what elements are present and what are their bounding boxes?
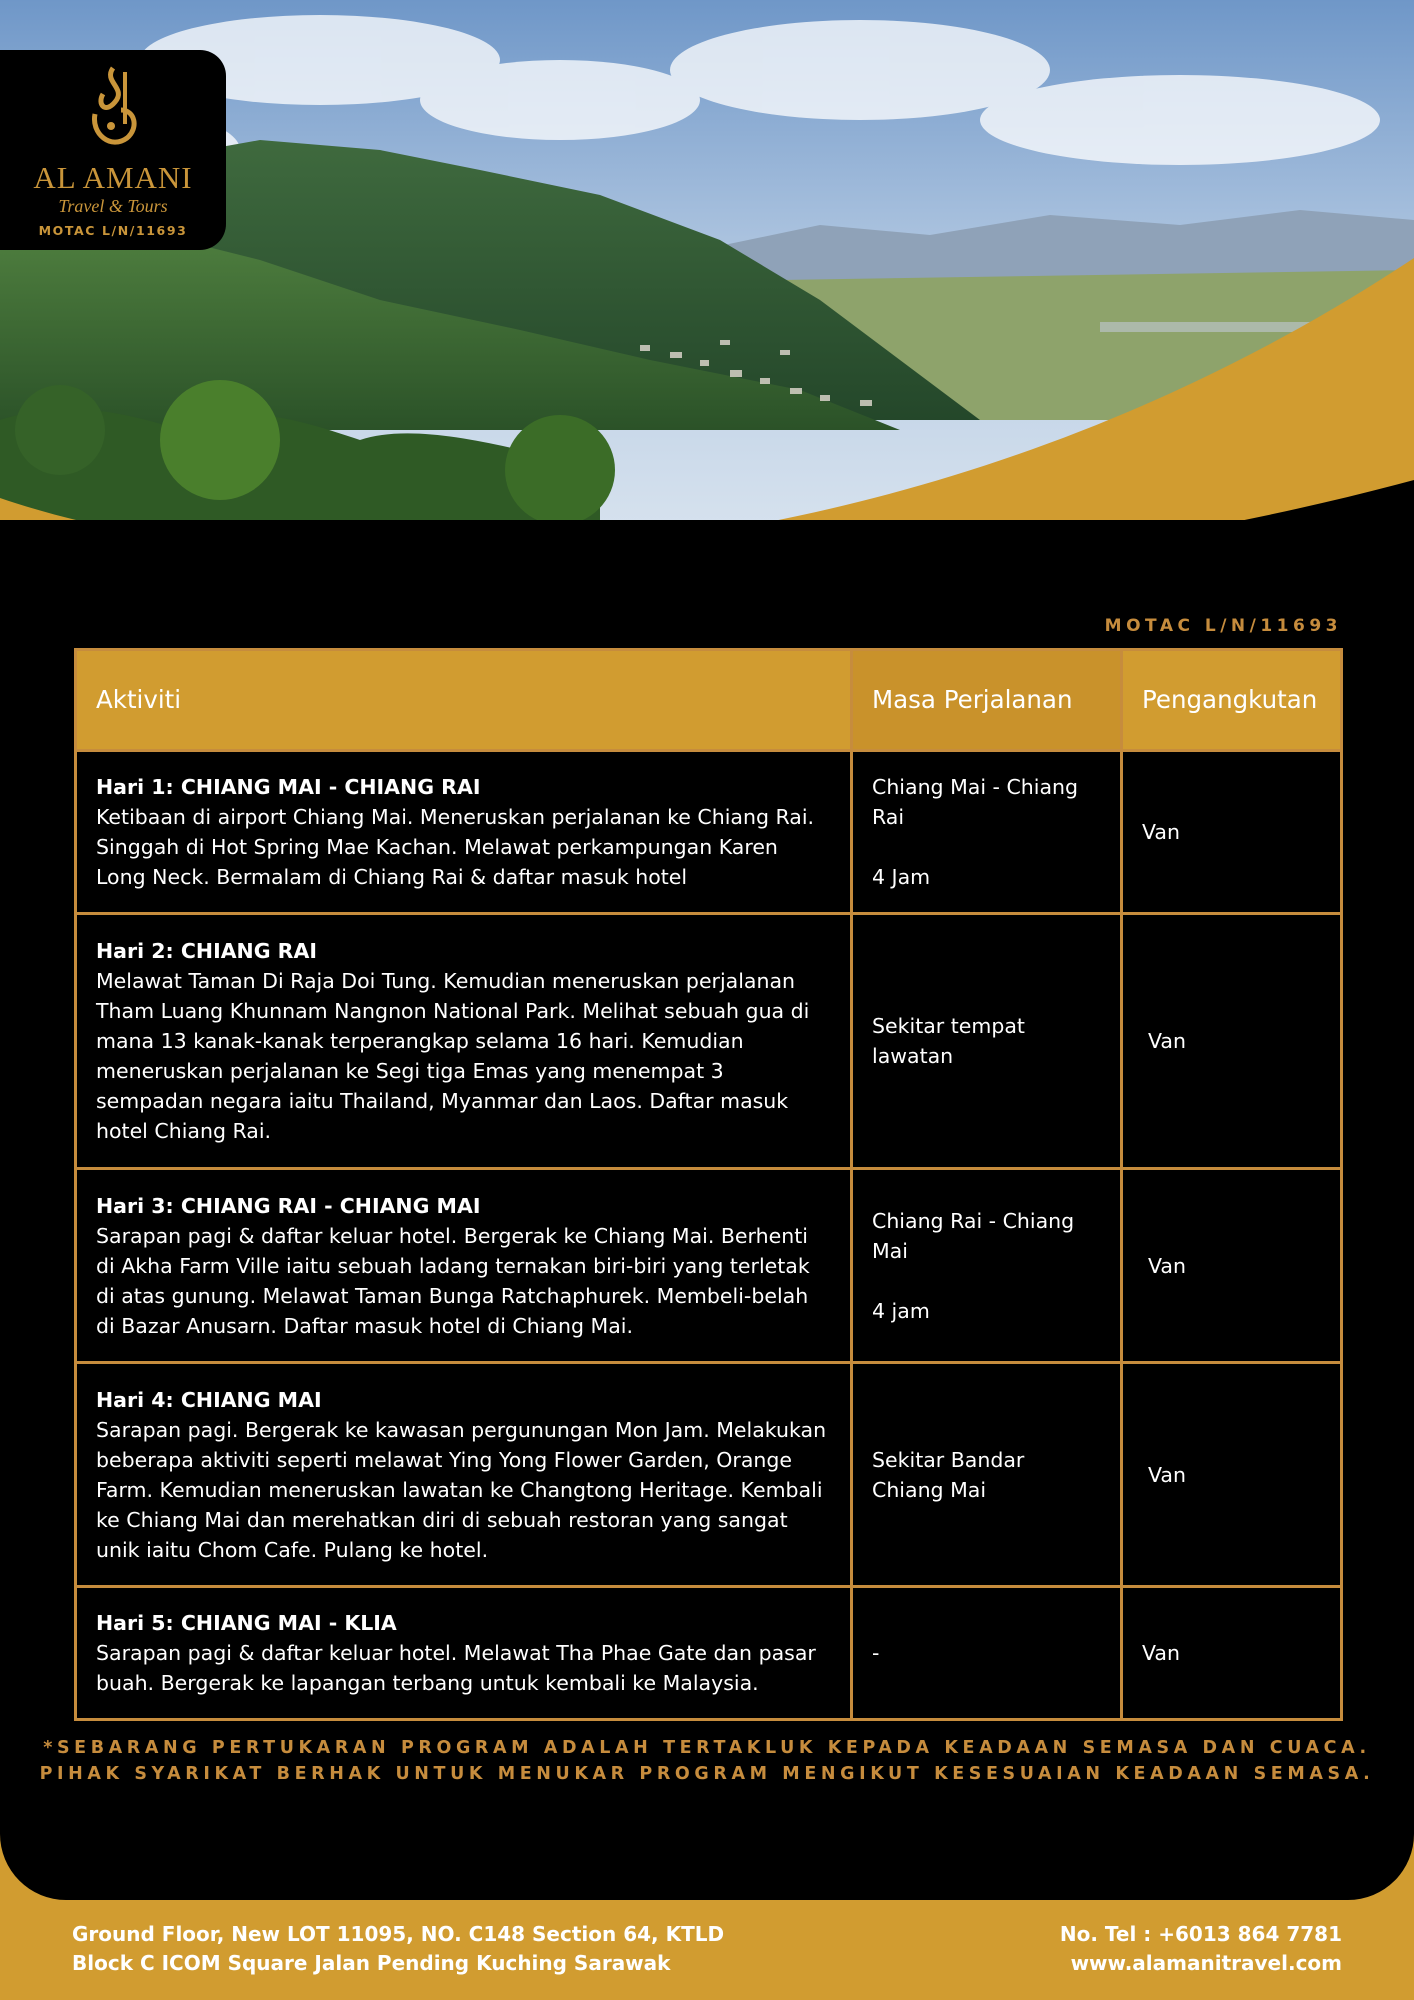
day-title: Hari 5: CHIANG MAI - KLIA	[96, 1611, 397, 1635]
table-row	[76, 1587, 1342, 1720]
disclaimer-line-2: PIHAK SYARIKAT BERHAK UNTUK MENUKAR PROGRAM MENGIKUT KESESUAIAN KEADAAN SEMASA.	[39, 1764, 1375, 1784]
route-text: Sekitar Bandar Chiang Mai	[872, 1447, 1025, 1502]
day-description: Ketibaan di airport Chiang Mai. Meneruskan perjalanan ke Chiang Rai. Singgah di Hot Spring Mae Kachan. Melawat perkampungan Karen Long Neck. Bermalam di Chiang Rai & daftar masuk hotel	[96, 805, 815, 889]
day-title: Hari 2: CHIANG RAI	[96, 939, 317, 963]
day-title: Hari 1: CHIANG MAI - CHIANG RAI	[96, 775, 481, 799]
license-number: MOTAC L/N/11693	[1104, 616, 1342, 636]
phone-number: No. Tel : +6013 864 7781	[1059, 1922, 1342, 1946]
brand-tagline: Travel & Tours	[58, 196, 168, 216]
day-title: Hari 3: CHIANG RAI - CHIANG MAI	[96, 1193, 481, 1218]
brand-license: MOTAC L/N/11693	[38, 223, 188, 238]
activity-cell	[76, 1587, 852, 1720]
activity-cell	[76, 751, 852, 914]
header-activity: Aktiviti	[76, 650, 852, 751]
day-description: Sarapan pagi. Bergerak ke kawasan pergunungan Mon Jam. Melakukan beberapa aktiviti seperti melawat Ying Yong Flower Garden, Orange Farm. Kemudian meneruskan lawatan ke Changtong Heritage. Kembali ke Chiang Mai dan merehatkan diri di sebuah restoran yang sangat unik iaitu Chom Cafe. Pulang ke hotel.	[96, 1417, 827, 1562]
header-transport: Pengangkutan	[1122, 650, 1342, 751]
brand-logo	[0, 50, 226, 250]
route-text: Sekitar tempat lawatan	[872, 1014, 1025, 1068]
transport-cell: Van	[1122, 751, 1342, 914]
activity-cell	[76, 1169, 852, 1363]
day-description: Melawat Taman Di Raja Doi Tung. Kemudian meneruskan perjalanan Tham Luang Khunnam Nangnon National Park. Melihat sebuah gua di mana 13 kanak-kanak terperangkap selama 16 hari. Kemudian meneruskan perjalanan ke Segi tiga Emas yang menempat 3 sempadan negara iaitu Thailand, Myanmar dan Laos. Daftar masuk hotel Chiang Rai.	[96, 969, 810, 1143]
transport-cell: Van	[1122, 1169, 1342, 1363]
transport-cell: Van	[1122, 1363, 1342, 1587]
transport-cell: Van	[1122, 1587, 1342, 1720]
table-row	[76, 914, 1342, 1169]
logo-emblem-icon	[81, 64, 145, 156]
website-link[interactable]: www.alamanitravel.com	[1070, 1951, 1342, 1975]
travel-time-cell	[852, 1169, 1122, 1363]
day-description: Sarapan pagi & daftar keluar hotel. Bergerak ke Chiang Mai. Berhenti di Akha Farm Ville iaitu sebuah ladang ternakan biri-biri yang terletak di atas gunung. Melawat Taman Bunga Ratchaphurek. Membeli-belah di Bazar Anusarn. Daftar masuk hotel di Chiang Mai.	[96, 1223, 810, 1338]
table-row	[76, 1169, 1342, 1363]
duration-text: 4 Jam	[872, 865, 931, 889]
route-text: -	[872, 1641, 880, 1665]
table-row	[76, 1363, 1342, 1587]
address-line-1: Ground Floor, New LOT 11095, NO. C148 Section 64, KTLD	[72, 1922, 725, 1946]
activity-cell	[76, 1363, 852, 1587]
activity-cell	[76, 914, 852, 1169]
header-travel-time: Masa Perjalanan	[852, 650, 1122, 751]
route-text: Chiang Mai - Chiang Rai	[872, 775, 1079, 829]
day-description: Sarapan pagi & daftar keluar hotel. Melawat Tha Phae Gate dan pasar buah. Bergerak ke lapangan terbang untuk kembali ke Malaysia.	[96, 1641, 816, 1695]
duration-text: 4 jam	[872, 1298, 930, 1323]
travel-time-cell	[852, 1587, 1122, 1720]
footer-address	[72, 1920, 724, 1978]
table-row	[76, 751, 1342, 914]
footer-contact	[1060, 1920, 1342, 1978]
day-title: Hari 4: CHIANG MAI	[96, 1387, 322, 1412]
disclaimer-line-1: *SEBARANG PERTUKARAN PROGRAM ADALAH TERTAKLUK KEPADA KEADAAN SEMASA DAN CUACA.	[43, 1738, 1371, 1758]
itinerary-table	[74, 648, 1343, 1721]
route-text: Chiang Rai - Chiang Mai	[872, 1208, 1075, 1263]
brand-name: AL AMANI	[33, 160, 193, 195]
travel-time-cell	[852, 914, 1122, 1169]
table-header-row	[76, 650, 1342, 751]
travel-time-cell	[852, 1363, 1122, 1587]
travel-time-cell	[852, 751, 1122, 914]
transport-cell: Van	[1122, 914, 1342, 1169]
address-line-2: Block C ICOM Square Jalan Pending Kuching Sarawak	[72, 1951, 671, 1975]
